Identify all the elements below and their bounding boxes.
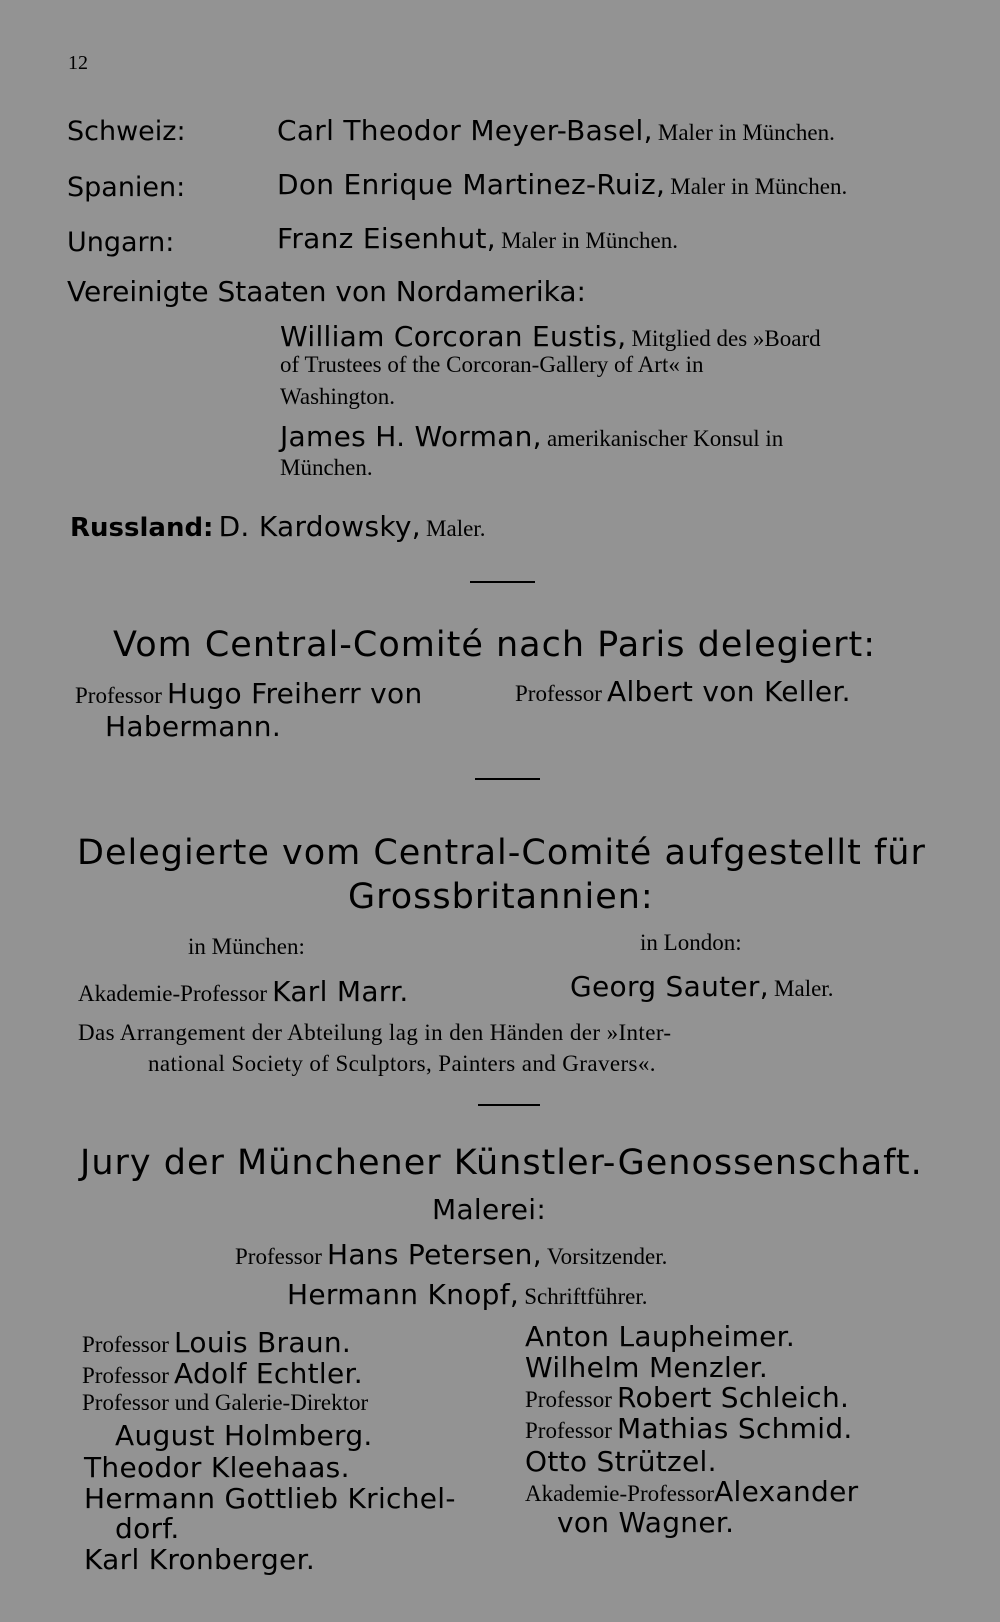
person-name: Louis Braun. <box>173 1326 352 1359</box>
person-name: James H. Worman, <box>280 420 542 453</box>
gb-heading-line-2: Grossbritannien: <box>348 877 654 917</box>
person-name: Robert Schleich. <box>616 1381 850 1414</box>
jury-member <box>525 1381 849 1414</box>
person-title: Professor und Galerie-Direktor <box>82 1390 369 1415</box>
eustis-line-1 <box>280 320 821 353</box>
usa-heading: Vereinigte Staaten von Nordamerika: <box>67 275 586 308</box>
person-name: Hermann Knopf, <box>287 1278 520 1311</box>
russia-line <box>70 510 485 543</box>
gb-heading-line-1: Delegierte vom Central-Comité aufgestellt für <box>77 833 926 873</box>
person-title: Akademie-Professor <box>525 1481 715 1506</box>
person-name: Otto Strützel. <box>525 1445 717 1478</box>
gb-note-line-1: Das Arrangement der Abteilung lag in den Händen der »Inter- <box>78 1020 672 1045</box>
page-number: 12 <box>68 52 88 74</box>
person-name: William Corcoran Eustis, <box>280 320 627 353</box>
person-role: Vorsitzender. <box>547 1244 668 1269</box>
person-name: Adolf Echtler. <box>173 1357 363 1390</box>
person-title: Professor <box>525 1387 612 1412</box>
eustis-line-3: Washington. <box>280 384 396 409</box>
person-name: Georg Sauter, <box>570 970 769 1003</box>
jury-member <box>525 1475 858 1508</box>
person-role: Maler. <box>426 516 486 541</box>
person-title: Professor <box>82 1363 169 1388</box>
gb-right-line <box>570 970 833 1003</box>
divider <box>475 778 540 780</box>
person-name: Hermann Gottlieb Krichel- <box>84 1482 456 1515</box>
paris-left-line <box>75 677 423 710</box>
person-role: Maler. <box>774 976 834 1001</box>
person-name: Franz Eisenhut, <box>277 222 496 255</box>
person-name: Albert von Keller. <box>606 675 851 708</box>
divider <box>470 581 535 583</box>
place-label: in München: <box>188 934 305 959</box>
person-name: Karl Marr. <box>272 975 409 1008</box>
person-title: Professor <box>525 1418 612 1443</box>
person-name: Carl Theodor Meyer-Basel, <box>277 114 653 147</box>
country-label: Schweiz: <box>67 116 186 147</box>
divider <box>478 1104 540 1106</box>
jury-secretary-line <box>287 1278 647 1311</box>
person-role: amerikanischer Konsul in <box>546 426 784 451</box>
person-name: von Wagner. <box>557 1506 735 1539</box>
jury-subheading: Malerei: <box>432 1193 547 1226</box>
person-role: Maler in München. <box>501 228 679 253</box>
worman-line-1 <box>280 420 783 453</box>
person-name: dorf. <box>115 1512 180 1545</box>
person-name: Alexander <box>714 1475 859 1508</box>
place-label: in London: <box>640 930 742 955</box>
person-title: Professor <box>82 1332 169 1357</box>
jury-chair-line <box>235 1238 667 1271</box>
jury-member <box>82 1326 351 1359</box>
jury-heading: Jury der Münchener Künstler-Genossenschaft. <box>80 1143 923 1183</box>
country-label: Russland: <box>70 513 214 543</box>
country-label: Ungarn: <box>67 227 175 258</box>
person-role: Maler in München. <box>657 120 835 145</box>
person-name: Habermann. <box>105 710 282 743</box>
worman-line-2: München. <box>280 455 373 480</box>
person-role: Schriftführer. <box>524 1284 648 1309</box>
person-role: Mitglied des »Board <box>631 326 821 351</box>
person-title: Professor <box>515 681 602 706</box>
gb-left-line <box>78 975 409 1008</box>
person-name: August Holmberg. <box>115 1419 373 1452</box>
jury-member <box>525 1412 853 1445</box>
person-role: Maler in München. <box>670 174 848 199</box>
person-name: D. Kardowsky, <box>218 510 421 543</box>
person-title: Professor <box>75 683 162 708</box>
jury-member <box>82 1357 363 1390</box>
person-title: Akademie-Professor <box>78 981 268 1006</box>
paris-heading: Vom Central-Comité nach Paris delegiert: <box>113 625 877 665</box>
person-name: Mathias Schmid. <box>616 1412 853 1445</box>
person-name: Karl Kronberger. <box>84 1543 316 1576</box>
entry-line <box>277 168 847 201</box>
country-label: Spanien: <box>67 172 186 203</box>
entry-line <box>277 222 678 255</box>
paris-right-line <box>515 675 851 708</box>
person-name: Theodor Kleehaas. <box>84 1451 350 1484</box>
person-title: Professor <box>235 1244 322 1269</box>
person-name: Don Enrique Martinez-Ruiz, <box>277 168 666 201</box>
entry-line <box>277 114 835 147</box>
person-name: Hugo Freiherr von <box>166 677 423 710</box>
gb-note-line-2: national Society of Sculptors, Painters and Gravers«. <box>148 1051 656 1076</box>
eustis-line-2: of Trustees of the Corcoran-Gallery of Art« in <box>280 352 704 377</box>
person-name: Anton Laupheimer. <box>525 1320 796 1353</box>
person-name: Hans Petersen, <box>326 1238 542 1271</box>
person-name: Wilhelm Menzler. <box>525 1351 769 1384</box>
